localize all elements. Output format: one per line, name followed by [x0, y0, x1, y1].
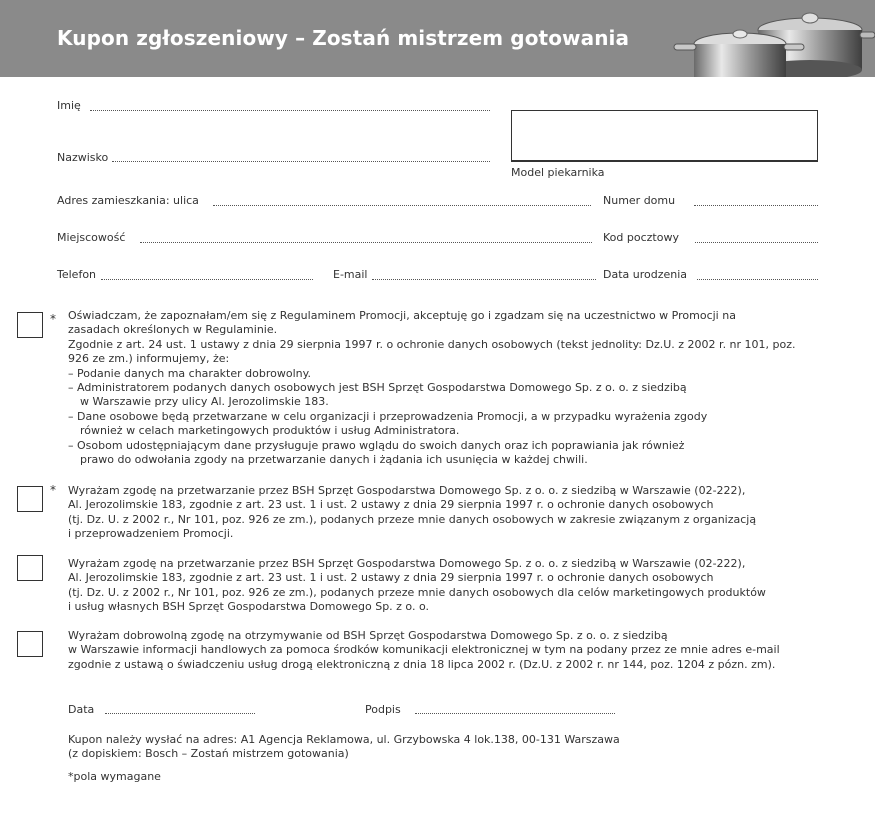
required-marker: *: [50, 483, 56, 497]
text-line: prawo do odwołania zgody na przetwarzanie danych i żądania ich usunięcia w każdej chwili.: [80, 453, 588, 467]
signature-field[interactable]: [415, 713, 615, 714]
phone-field[interactable]: [101, 279, 313, 280]
text-line: w Warszawie przy ulicy Al. Jerozolimskie 183.: [80, 395, 329, 409]
last-name-label: Nazwisko: [57, 151, 109, 164]
date-field[interactable]: [105, 713, 255, 714]
text-line: – Osobom udostępniającym dane przysługuje prawo wglądu do swoich danych oraz ich poprawiania jak również: [68, 438, 685, 452]
first-name-label: Imię: [57, 99, 81, 112]
address-line: Kupon należy wysłać na adres: A1 Agencja Reklamowa, ul. Grzybowska 4 lok.138, 00-131 Warszawa: [68, 733, 620, 746]
text-line: w Warszawie informacji handlowych za pomoca środków komunikacji elektronicznej w tym na podany przez ze mnie adres e-mail: [68, 643, 780, 657]
text-line: Wyrażam zgodę na przetwarzanie przez BSH Sprzęt Gospodarstwa Domowego Sp. z o. o. z siedzibą w Warszawie (02-222),: [68, 557, 746, 570]
page-title: Kupon zgłoszeniowy – Zostań mistrzem gotowania: [57, 26, 630, 50]
first-name-field[interactable]: [90, 110, 490, 111]
text-line: i przeprowadzeniem Promocji.: [68, 527, 234, 541]
consent-1-text: [68, 309, 796, 467]
text-line: zasadach określonych w Regulaminie.: [68, 323, 278, 337]
email-field[interactable]: [372, 279, 596, 280]
consent-3-text: [68, 557, 766, 615]
postal-code-field[interactable]: [695, 242, 818, 243]
text-line: Wyrażam dobrowolną zgodę na otrzymywanie od BSH Sprzęt Gospodarstwa Domowego Sp. z o. o. z siedzibą: [68, 629, 668, 642]
email-label: E-mail: [333, 268, 368, 281]
text-line: Oświadczam, że zapoznałam/em się z Regulaminem Promocji, akceptuję go i zgadzam się na uczestnictwo w Promocji na: [68, 309, 736, 322]
text-line: (tj. Dz. U. z 2002 r., Nr 101, poz. 926 ze zm.), podanych przeze mnie danych osobowych w zakresie związanym z organizacją: [68, 512, 757, 526]
text-line: i usług własnych BSH Sprzęt Gospodarstwa Domowego Sp. z o. o.: [68, 600, 429, 614]
text-line: – Administratorem podanych danych osobowych jest BSH Sprzęt Gospodarstwa Domowego Sp. z o. o. z siedzibą: [68, 381, 687, 395]
mailing-address: [68, 733, 620, 762]
house-number-label: Numer domu: [603, 194, 676, 207]
postal-code-label: Kod pocztowy: [603, 231, 679, 244]
text-line: (tj. Dz. U. z 2002 r., Nr 101, poz. 926 ze zm.), podanych przeze mnie danych osobowych dla celów marketingowych produktów: [68, 585, 766, 599]
city-field[interactable]: [140, 242, 592, 243]
address-line: (z dopiskiem: Bosch – Zostań mistrzem gotowania): [68, 747, 349, 761]
text-line: Al. Jerozolimskie 183, zgodnie z art. 23 ust. 1 i ust. 2 ustawy z dnia 29 sierpnia 1997 r. o ochronie danych osobowych: [68, 571, 714, 585]
street-field[interactable]: [213, 205, 591, 206]
cooking-pots-image: [660, 0, 875, 77]
date-label: Data: [68, 703, 95, 716]
house-number-field[interactable]: [694, 205, 818, 206]
city-label: Miejscowość: [57, 231, 126, 244]
required-fields-note: *pola wymagane: [68, 770, 161, 783]
oven-model-field[interactable]: [511, 110, 818, 162]
oven-model-label: Model piekarnika: [511, 166, 605, 179]
text-line: – Dane osobowe będą przetwarzane w celu organizacji i przeprowadzenia Promocji, a w przypadku wyrażenia zgody: [68, 409, 708, 423]
header-bar: [0, 0, 875, 77]
text-line: Al. Jerozolimskie 183, zgodnie z art. 23 ust. 1 i ust. 2 ustawy z dnia 29 sierpnia 1997 r. o ochronie danych osobowych: [68, 498, 714, 512]
consent-4-checkbox[interactable]: [17, 631, 43, 657]
birth-date-field[interactable]: [697, 279, 818, 280]
required-marker: *: [50, 312, 56, 326]
consent-2-text: [68, 484, 756, 542]
consent-4-text: [68, 629, 780, 672]
consent-1-checkbox[interactable]: [17, 312, 43, 338]
text-line: Zgodnie z art. 24 ust. 1 ustawy z dnia 29 sierpnia 1997 r. o ochronie danych osobowych (tekst jednolity: Dz.U. z 2002 r. nr 101, poz.: [68, 337, 796, 351]
text-line: Wyrażam zgodę na przetwarzanie przez BSH Sprzęt Gospodarstwa Domowego Sp. z o. o. z siedzibą w Warszawie (02-222),: [68, 484, 746, 497]
birth-date-label: Data urodzenia: [603, 268, 688, 281]
consent-3-checkbox[interactable]: [17, 555, 43, 581]
street-label: Adres zamieszkania: ulica: [57, 194, 199, 207]
text-line: 926 ze zm.) informujemy, że:: [68, 352, 230, 366]
consent-2-checkbox[interactable]: [17, 486, 43, 512]
text-line: – Podanie danych ma charakter dobrowolny.: [68, 366, 312, 380]
text-line: również w celach marketingowych produktów i usług Administratora.: [80, 424, 460, 438]
text-line: zgodnie z ustawą o świadczeniu usług drogą elektroniczną z dnia 18 lipca 2002 r. (Dz.U. z 2002 r. nr 144, poz. 1204 z pózn. zm).: [68, 657, 776, 671]
signature-label: Podpis: [365, 703, 401, 716]
phone-label: Telefon: [57, 268, 97, 281]
last-name-field[interactable]: [112, 161, 490, 162]
